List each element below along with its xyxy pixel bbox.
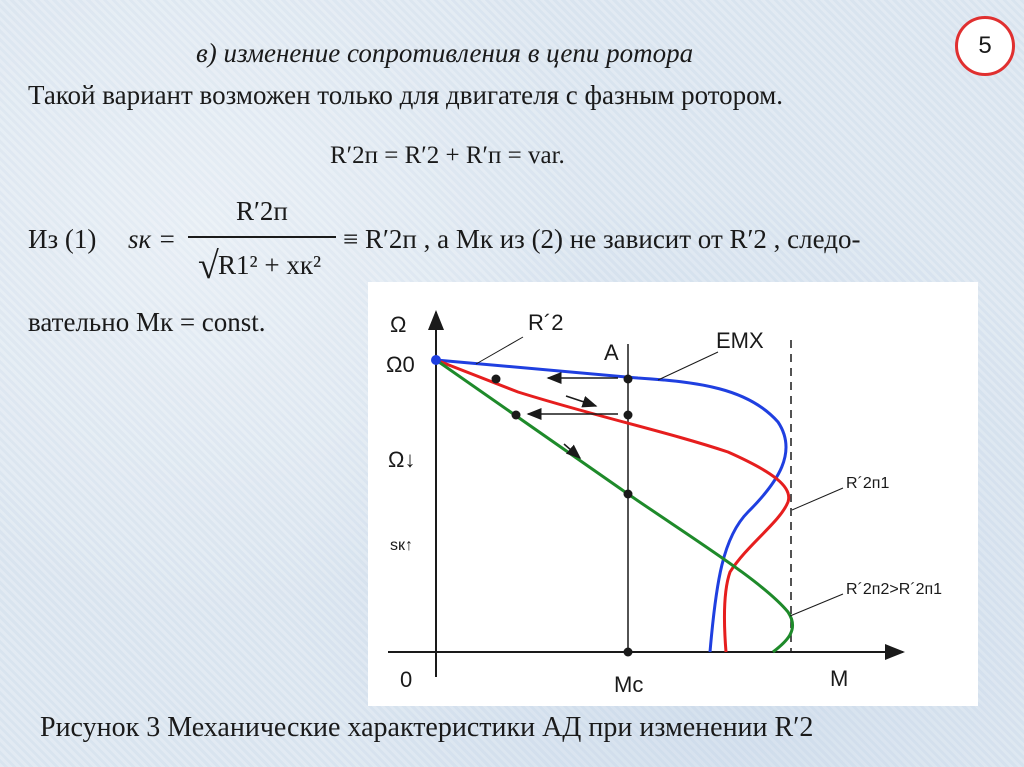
fraction-numerator: R′2п	[236, 196, 288, 226]
label-emx: ЕМХ	[716, 328, 764, 353]
label-y-axis: Ω	[390, 312, 407, 337]
text-line-3-prefix: Из (1)	[28, 224, 97, 254]
label-omega-down: Ω↓	[388, 447, 416, 472]
label-x-axis: M	[830, 666, 849, 691]
red-arrow	[566, 396, 596, 406]
curve-natural	[436, 360, 786, 652]
point-red-mc	[624, 411, 633, 420]
point-red-start	[492, 375, 501, 384]
label-omega0: Ω0	[386, 352, 415, 377]
slide-number: 5	[978, 32, 992, 59]
slide-number-badge	[955, 16, 1015, 76]
leader-r2p2	[790, 594, 843, 616]
label-origin: 0	[400, 667, 413, 692]
label-mc: Mс	[614, 672, 644, 697]
text-line-3-suffix: ≡ R′2п , а Mк из (2) не зависит от R′2 , следо-	[343, 224, 861, 254]
figure-caption: Рисунок 3 Механические характеристики АД при изменении R′2	[40, 712, 814, 743]
formula-1: R′2п = R′2 + R′п = var.	[330, 142, 565, 169]
point-a	[624, 375, 633, 384]
point-mc-axis	[624, 648, 633, 657]
text-line-4: вательно Mк = const.	[28, 307, 266, 337]
point-green-start	[512, 411, 521, 420]
label-point-a: A	[604, 340, 619, 365]
label-sk-up: sк↑	[390, 537, 413, 554]
fraction-bar	[188, 236, 336, 238]
leader-r2p1	[792, 488, 843, 510]
point-green-mc	[624, 490, 633, 499]
leader-emx	[658, 352, 718, 380]
label-r2p2: R´2п2>R´2п1	[846, 581, 943, 598]
curve-r2p1	[436, 360, 789, 652]
mechanical-characteristics-chart	[368, 282, 978, 706]
slide-heading: в) изменение сопротивления в цепи ротора	[196, 38, 694, 68]
leader-r2	[476, 337, 523, 364]
chart-svg	[368, 282, 978, 706]
sqrt-sign: √	[198, 245, 219, 287]
text-line-1: Такой вариант возможен только для двигателя с фазным ротором.	[28, 80, 783, 110]
label-r2p1: R´2п1	[846, 475, 890, 492]
fraction-denominator: R1² + xк²	[218, 250, 322, 280]
label-r2: R´2	[528, 310, 564, 335]
curve-r2p2	[436, 360, 793, 652]
point-omega0	[431, 355, 441, 365]
sk-symbol: sк =	[128, 224, 177, 254]
